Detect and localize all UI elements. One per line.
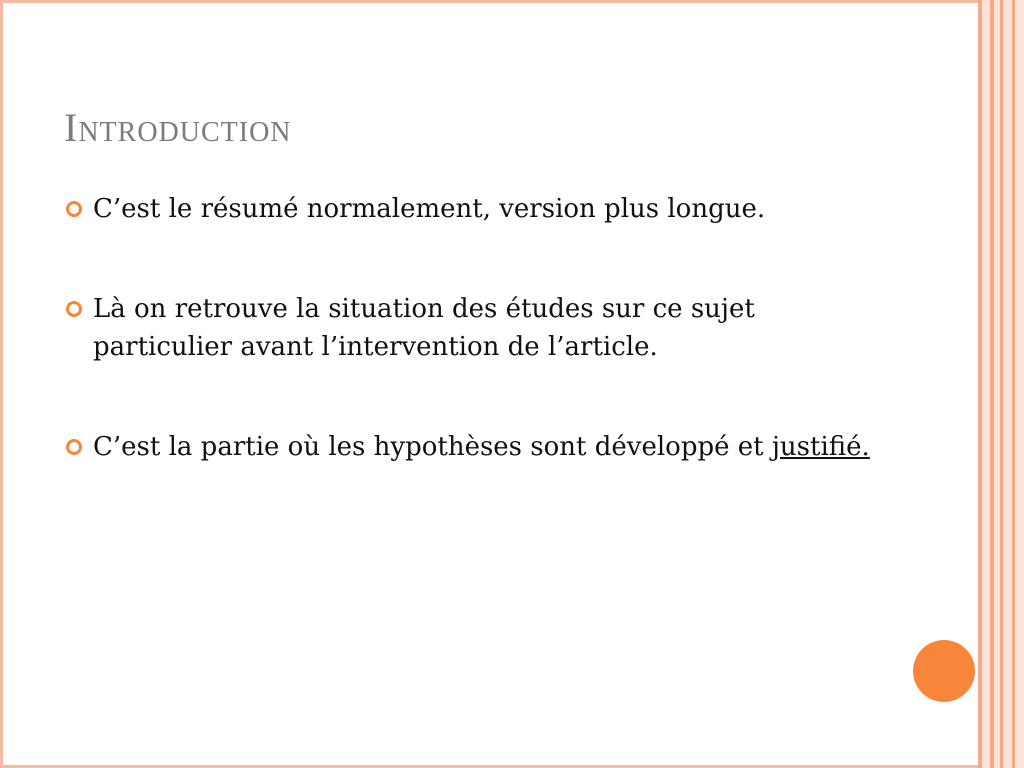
bullet-text: Là on retrouve la situation des études sur ce sujet particulier avant l’intervention de l’article.	[93, 294, 755, 362]
frame-left-border	[0, 0, 3, 768]
bullet-text: C’est la partie où les hypothèses sont développé et	[93, 432, 772, 462]
circle-bullet-icon	[66, 301, 82, 317]
bullet-list	[66, 190, 878, 528]
frame-top-border	[0, 0, 978, 3]
side-stripe	[982, 0, 990, 768]
bullet-item	[66, 290, 878, 366]
orange-circle	[913, 640, 975, 702]
circle-bullet-icon	[66, 201, 82, 217]
side-stripe	[1003, 0, 1012, 768]
circle-bullet-icon	[66, 439, 82, 455]
bullet-item	[66, 190, 878, 228]
slide-title: Introduction	[64, 105, 292, 150]
bullet-text: C’est le résumé normalement, version plus longue.	[93, 194, 766, 224]
bullet-item	[66, 428, 878, 466]
side-stripe	[1015, 0, 1024, 768]
bullet-underlined-text: justifié.	[771, 432, 870, 462]
